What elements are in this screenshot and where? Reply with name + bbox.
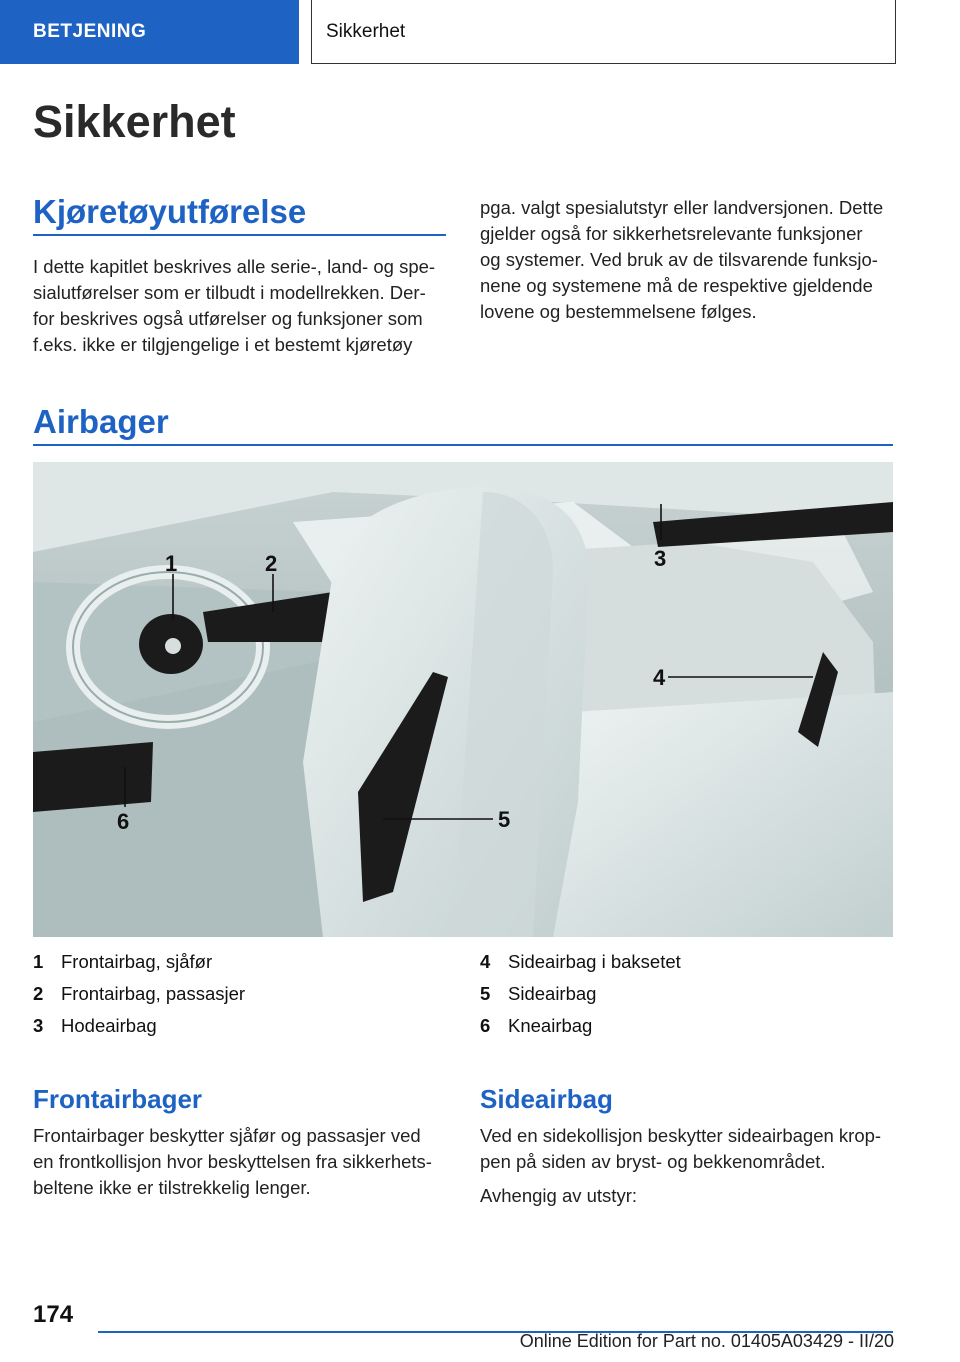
legend-item: 2 Frontairbag, passasjer (33, 983, 246, 1004)
callout-5: 5 (498, 807, 511, 832)
vehicle-heading: Kjøretøyutførelse (33, 193, 307, 230)
legend-item: 1 Frontairbag, sjåfør (33, 951, 213, 972)
callout-3: 3 (654, 546, 667, 571)
side-heading: Sideairbag (480, 1084, 613, 1114)
legend-item: 3 Hodeairbag (33, 1015, 157, 1036)
callout-1: 1 (165, 551, 178, 576)
vehicle-rule (33, 234, 446, 236)
side-text: Ved en sidekollisjon beskytter sideairbagen krop- pen på siden av bryst- og bekkenområdet. Avhengig av utstyr: (480, 1125, 882, 1206)
vehicle-text-left: I dette kapitlet beskrives alle serie-, land- og spe- sialutførelser som er tilbudt i modellrekken. Der- for beskrives også utførelser og funksjoner som f.eks. ikke er tilgjengelige i et bestemt kjøretøy (33, 256, 436, 355)
legend-item: 6 Kneairbag (480, 1015, 593, 1036)
callout-2: 2 (265, 551, 278, 576)
airbag-illustration (33, 462, 893, 937)
vehicle-text-right: pga. valgt spesialutstyr eller landversjonen. Dette gjelder også for sikkerhetsrelevante funksjoner og systemer. Ved bruk av de tilsvarende funksjo- nene og systemene må de respektive gjeldende lovene og bestemmelsene følges. (480, 197, 884, 322)
legend-right (480, 946, 681, 1042)
section-tab: BETJENING (0, 0, 299, 64)
subsection-tab: Sikkerhet (311, 0, 896, 64)
airbags-heading: Airbager (33, 403, 169, 440)
page-title: Sikkerhet (33, 96, 236, 147)
front-heading: Frontairbager (33, 1084, 203, 1114)
legend-item: 4 Sideairbag i baksetet (480, 951, 681, 972)
legend-item: 5 Sideairbag (480, 983, 597, 1004)
legend-left (33, 946, 245, 1042)
callout-6: 6 (117, 809, 130, 834)
footer-edition: Online Edition for Part no. 01405A03429 - II/20 (519, 1331, 894, 1351)
callout-4: 4 (653, 665, 666, 690)
front-text: Frontairbager beskytter sjåfør og passasjer ved en frontkollisjon hvor beskyttelsen fra sikkerhets- beltene ikke er tilstrekkelig lenger. (33, 1125, 432, 1198)
airbags-rule (33, 444, 893, 446)
page-number: 174 (33, 1301, 74, 1328)
